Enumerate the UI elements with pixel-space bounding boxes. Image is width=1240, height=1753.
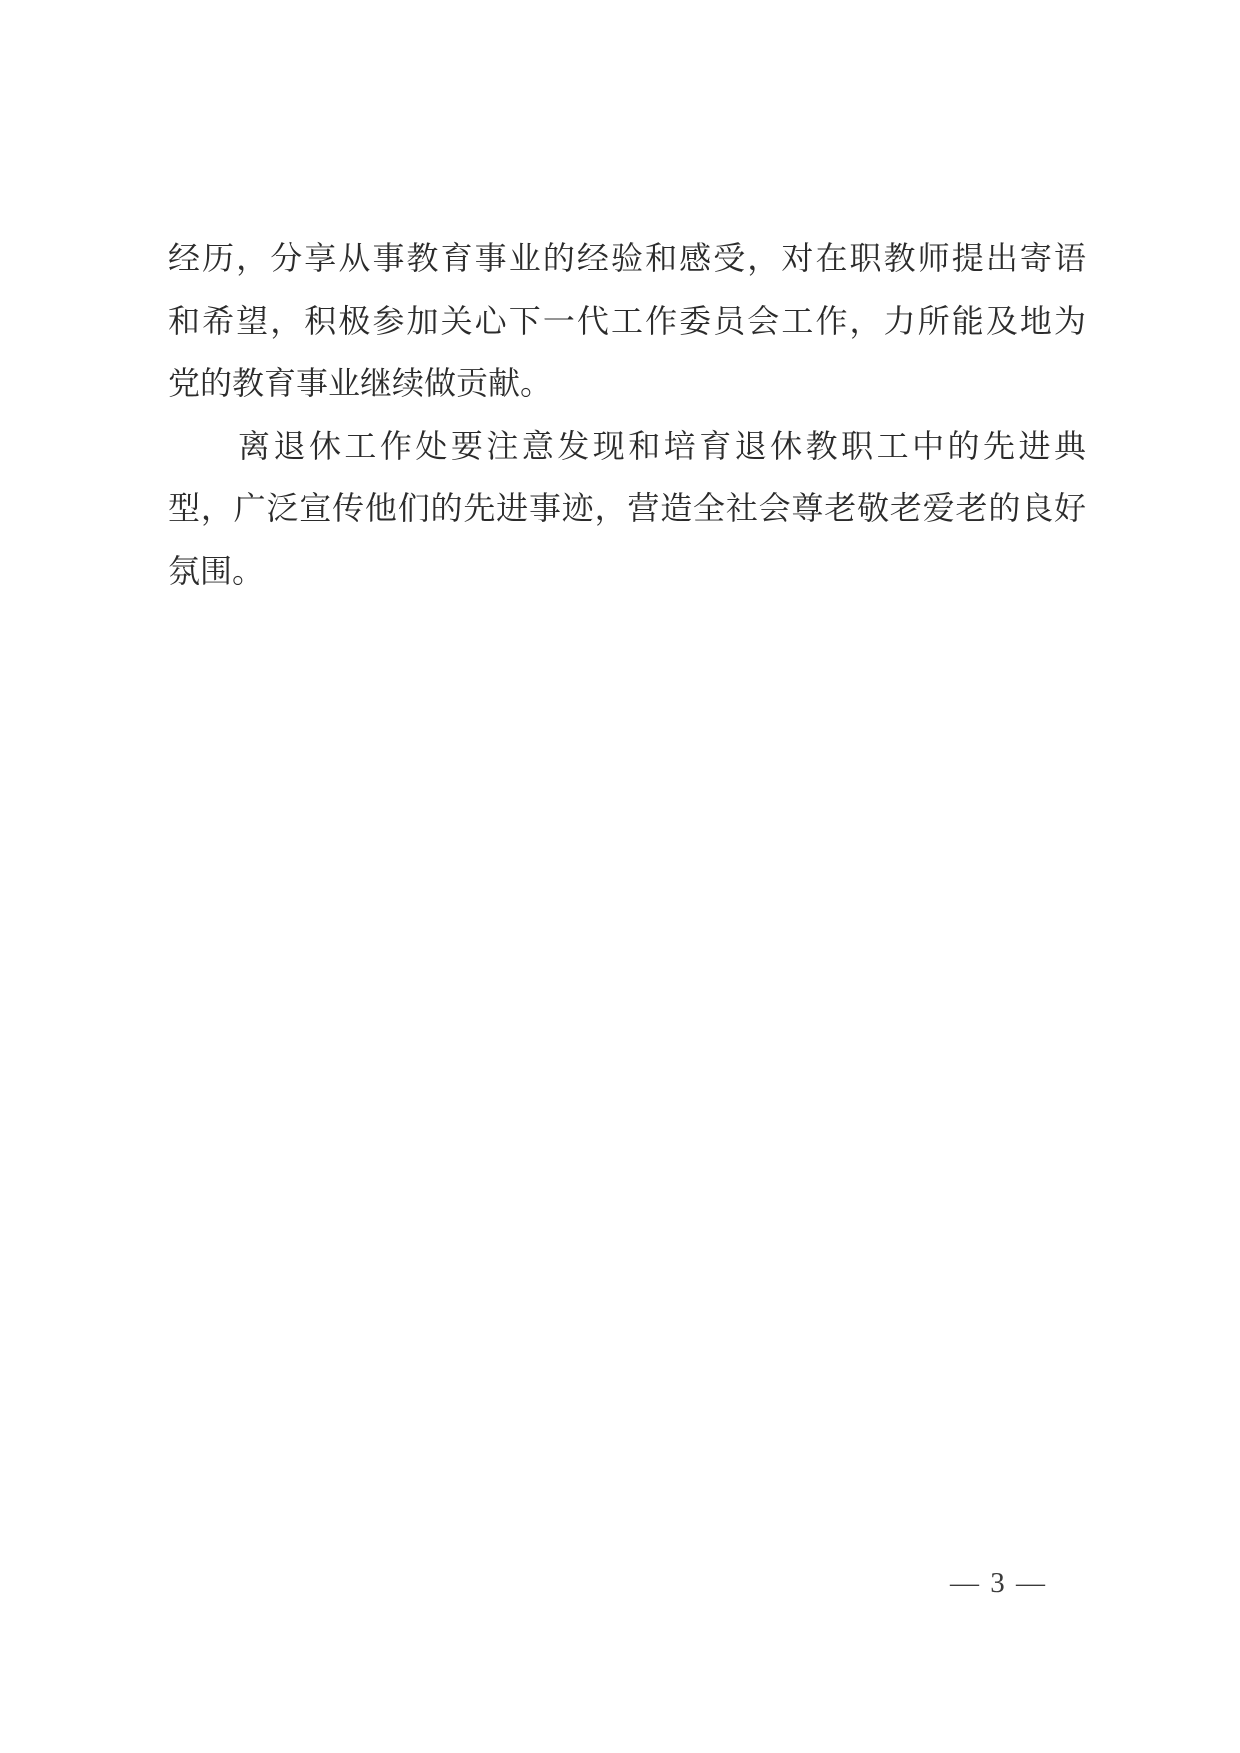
paragraph-2-line-1: 离退休工作处要注意发现和培育退休教职工中的先进典 bbox=[238, 427, 1086, 464]
paragraph-2-line-2: 型，广泛宣传他们的先进事迹，营造全社会尊老敬老爱老的良好 bbox=[168, 490, 1086, 526]
page-number: — 3 — bbox=[950, 1567, 1047, 1599]
paragraph-2-line-3: 氛围。 bbox=[168, 552, 265, 589]
paragraph-1-line-3: 党的教育事业继续做贡献。 bbox=[168, 365, 553, 401]
body-text bbox=[168, 227, 1086, 602]
paragraph-1-line-2: 和希望，积极参加关心下一代工作委员会工作，力所能及地为 bbox=[168, 302, 1086, 339]
paragraph-1-line-1: 经历，分享从事教育事业的经验和感受，对在职教师提出寄语 bbox=[168, 240, 1086, 276]
